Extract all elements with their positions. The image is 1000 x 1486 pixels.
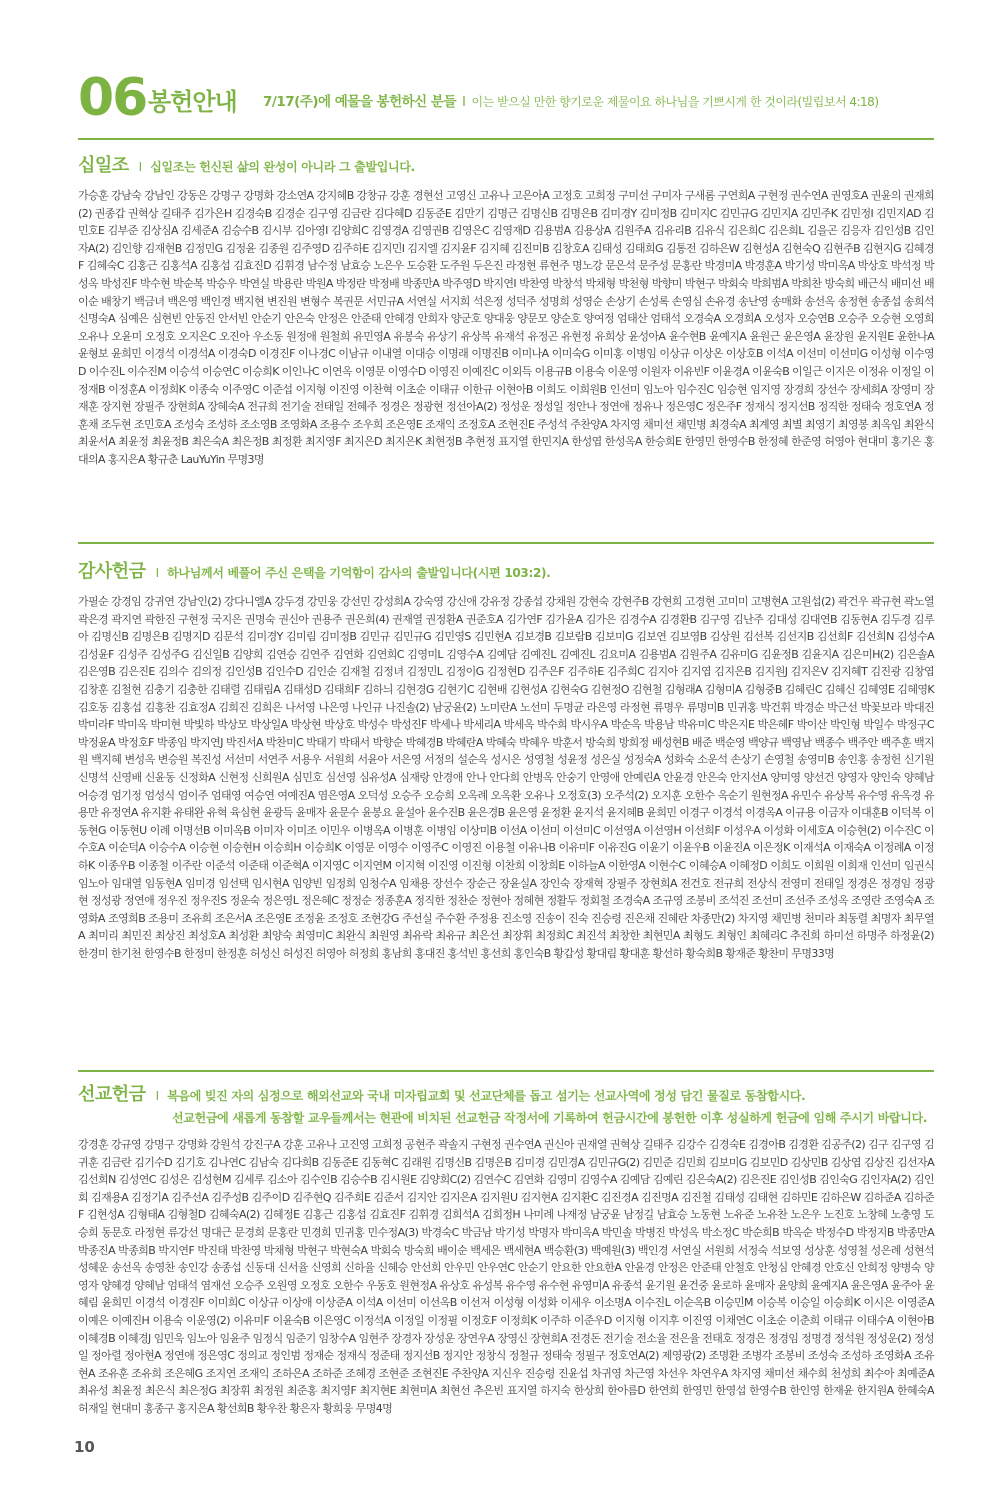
mission-description: 복음에 빚진 자의 심정으로 해외선교와 국내 미자립교회 및 선교단체를 돕고 섬기는 선교사역에 정성 담긴 물질로 동참합시다. xyxy=(167,1089,806,1103)
tithe-bar: I xyxy=(138,160,143,174)
tithe-heading xyxy=(78,154,934,179)
mission-heading xyxy=(78,1083,934,1108)
header-divider xyxy=(78,138,934,140)
subtitle-separator: I xyxy=(462,94,466,110)
page-subtitle xyxy=(263,90,879,110)
mission-description-2: 선교헌금에 새롭게 동참할 교우들께서는 현관에 비치된 선교헌금 작정서에 기록하여 헌금시간에 봉헌한 이후 성실하게 헌금에 임해 주시기 바랍니다. xyxy=(172,1111,928,1125)
mission-names: 강경훈 강규영 강명구 강명화 강원석 강진구A 강훈 고유나 고진영 고희정 공현주 곽솔지 구현정 권수연A 권신아 권재열 권혁상 길태주 김강수 김경숙E 김경아B 김경환 김공주(2) 김구 김구영 김귀훈 김금란 김기수D 김기호 김나연C 김남숙 김다희B 김동준E 김동혁C 김래원 김명신B 김명은B 김미경 김민경A 김민규G(2) 김민준 김민희 김보미G 김보민D 김상민B 김상엽 김상진 김선자A 김선희N 김성연C 김성은 김성현M 김세루 김소아 김수인B 김승수B 김시원E 김양희C(2) 김연수C 김연화 김영미 김영수A 김예담 김예린 김은숙A(2) 김은진E 김인성B 김인숙G 김인자A(2) 김인회 김재용A 김정기A 김주선A 김주성B 김주이D 김주현Q 김주희E 김준서 김지안 김지은A 김지원U 김지현A 김지환C 김진경A 김진명A 김진철 김태성 김태현 김하민E 김하은W 김하준A 김하준F 김현성A 김형태A 김형철D 김혜숙A(2) 김혜정E 김홍근 김홍섭 김효진F 김휘경 김희석A 김희정H 나미례 나재정 남궁윤 남정길 남효승 노동현 노유준 노유찬 노은우 노진호 노창혜 노충영 도승희 동문호 라정현 류강선 명대근 문경희 문홍란 민경희 민귀홍 민수정A(3) 박경숙C 박금남 박기성 박명자 박미옥A 박민솔 박병진 박성옥 박소정C 박순희B 박옥순 박정수D 박정지B 박종만A 박종진A 박종희B 박지연F 박진태 박찬영 박채형 박현구 박현숙A 박회숙 방숙희 배이순 백세은 백세현A 백승환(3) 백예원(3) 백인경 서연실 서원희 서정숙 석보영 성상훈 성영철 성은례 성현석 성혜운 송선옥 송영찬 송인강 송종섭 신동대 신서율 신영희 신하율 신혜승 안선희 안우민 안우연C 안순기 안요한 안요한A 안윤경 안정은 안준태 안철호 안청심 안혜경 안호신 안희정 양병숙 양영자 양혜경 양혜남 엄태석 염재선 오승주 오원영 오정호 오한수 우동호 원현정A 유상호 유성복 유수영 유수현 유영미A 유종석 윤기원 윤건중 윤로하 윤매자 윤양희 윤예지A 윤은영A 윤주아 윤혜림 윤희민 이경석 이경진F 이미희C 이상규 이상애 이상준A 이석A 이선미 이선옥B 이선저 이성형 이성화 이세우 이소명A 이수진L 이순옥B 이승민M 이승복 이승일 이승희K 이시은 이영준A 이예은 이예진H 이용숙 이운영(2) 이유미F 이윤숙B 이은영C 이정석A 이정일 이정필 이정호F 이정희K 이주하 이준우D 이지형 이지후 이진영 이채연C 이초순 이춘희 이태규 이태수A 이현아B 이혜경B 이혜경J 임민욱 임노아 임윤주 임정식 임준기 임창수A 임현주 장경자 장성운 장연우A 장영신 장현희A 전경돈 전기술 전소율 전은율 전태호 정경은 정경임 정명경 정석원 정성운(2) 정성일 정아렬 정아현A 정연애 정은영C 정의교 정인범 정재순 정재식 정준태 정지선B 정지안 정창식 정철규 정태숙 정필구 정호연A(2) 제영광(2) 조명환 조병각 조봉비 조성숙 조성하 조영화A 조유현A 조유훈 조유희 조은혜G 조지연 조재익 조하은A 조하준 조혜경 조현준 조현진E 주찬양A 지신우 진승령 진윤섭 차귀영 차근영 차선우 차연우A 차지영 채미선 채수희 천성희 최수아 최예준A 최유성 최윤정 최은식 최은정G 최장휘 최정원 최준홍 최지영F 최지현E 최현미A 최현선 추은빈 표지열 하지숙 한상희 한아름D 한연희 한영민 한영섭 한영수B 한인영 한재윤 한지원A 한혜숙A 허재일 현대미 홍종구 홍지은A 황선희B 황우찬 황은자 황희웅 무명4명 xyxy=(78,1138,934,1415)
thanks-title: 감사헌금 xyxy=(78,561,146,582)
thanks-section xyxy=(78,560,934,962)
subtitle-date-text: 7/17(주)에 예물을 봉헌하신 분들 xyxy=(263,94,457,110)
section-divider-1 xyxy=(78,542,934,544)
page-title: 봉헌안내 xyxy=(148,88,237,116)
thanks-heading xyxy=(78,560,934,585)
tithe-title: 십일조 xyxy=(78,155,129,176)
section-divider-2 xyxy=(78,1070,934,1072)
tithe-names: 가승훈 강남숙 강남인 강동은 강명구 강명화 강소연A 강지혜B 강창규 강훈 경현선 고영신 고유나 고은아A 고정호 고희정 구미선 구미자 구새롬 구연희A 구현정 권수연A 권영호A 권윤의 권재희(2) 권종갑 권혁상 길태주 김가은H 김경숙B 김경순 김구영 김금란 김다혜D 김동준E 김만기 김명근 김명신B 김명은B 김미경Y 김미정B 김미지C 김민규G 김민지A 김민주K 김민정I 김민지AD 김민호E 김부준 김상심A 김세준A 김승수B 김시부 김아영I 김양희C 김영경A 김영권B 김영은C 김영재D 김용범A 김용상A 김원주A 김유리B 김유식 김은희C 김은희L 김을곤 김응자 김인성B 김인자A(2) 김인향 김재현B 김정민G 김정윤 김종원 김주영D 김주하E 김지민I 김지엘 김지윤F 김지혜 김진미B 김창호A 김태성 김태희G 김통전 김하은W 김현성A 김현숙Q 김현주B 김현지G 김혜경F 김혜숙C 김홍근 김홍석A 김홍섭 김효진D 김휘경 남수정 남효승 노은우 도승환 도주원 두은진 라정현 류현주 명노강 문은석 문주성 문홍란 박경미A 박경훈A 박기성 박미옥A 박상호 박석정 박성옥 박성진F 박수현 박순복 박승우 박연실 박용란 박원A 박정란 박정배 박종만A 박주영D 박지연I 박찬영 박창석 박채형 박천형 박향미 박현구 박회숙 박희범A 박희찬 방숙희 배근식 배미선 배이순 배창기 백금녀 백은영 백인경 백지현 변진원 변형수 복권문 서민규A 서연실 서지희 석은정 성덕주 성명희 성영순 손상기 손성록 손영심 손유경 송난영 송매화 송선옥 송정현 송종섭 송희석 신명숙A 심예은 심현빈 안동진 안서빈 안순기 안은숙 안정은 안준태 안혜경 안희자 양군호 양대웅 양문모 양순호 양여정 엄태산 엄태석 오경숙A 오경희A 오성자 오승연B 오승주 오승현 오영희 오유나 오윤미 오정호 오지은C 오진아 우소동 원정애 원철희 유민영A 유봉숙 유상기 유상복 유재석 유정곤 유현정 유희상 윤성아A 윤수현B 윤예지A 윤원근 윤은영A 윤장원 윤지원E 윤한나A 윤형보 윤희민 이경석 이경석A 이경숙D 이경진F 이나경C 이남규 이내열 이대승 이명래 이명진B 이미나A 이미숙G 이미홍 이병임 이상규 이상온 이상호B 이석A 이선미 이선미G 이성형 이수영D 이수진L 이수진M 이승석 이승연C 이승희K 이인나C 이연옥 이영문 이영수D 이영진 이예진C 이외득 이용규B 이용숙 이운영 이원자 이유빈F 이윤경A 이윤숙B 이일근 이지은 이정유 이정일 이정재B 이정훈A 이정희K 이종숙 이주영C 이준섭 이지형 이진영 이찬혁 이초순 이태규 이한규 이현아B 이희도 이희원B 인선미 임노아 임수진C 임승현 임지영 장경희 장선수 장세희A 장영미 장재훈 장지현 장필주 장현희A 장혜숙A 전규희 전기술 전태일 전혜주 정경은 정광현 정선아A(2) 정성운 정성일 정안나 정연애 정유나 정은영C 정은주F 정재식 정지선B 정직한 정태숙 정호연A 정훈채 조두현 조민호A 조성숙 조성하 조소영B 조영화A 조용수 조우희 조은영E 조재익 조정호A 조현진E 주성석 주찬양A 차지영 채미선 채민병 최경숙A 최계영 최별 최영기 최영봉 최옥임 최완식 최윤서A 최윤정 최윤정B 최은숙A 최은정B 최정환 최지영F 최지은D 최지은K 최현정B 추현정 표지열 한민지A 한성엽 한성옥A 한승희E 한영민 한영수B 한정혜 한준영 허영아 현대미 홍기은 홍대의A 홍지은A 황규춘 LauYuYin 무명3명 xyxy=(78,189,934,466)
section-number: 06 xyxy=(78,68,147,128)
mission-title: 선교헌금 xyxy=(78,1084,146,1105)
mission-bar: I xyxy=(155,1089,160,1103)
thanks-description: 하나님께서 베풀어 주신 은택을 기억함이 감사의 출발입니다(시편 103:2). xyxy=(167,566,551,580)
page-header xyxy=(78,68,938,128)
tithe-description: 십일조는 헌신된 삶의 완성이 아니라 그 출발입니다. xyxy=(150,160,415,174)
tithe-section xyxy=(78,154,934,469)
thanks-bar: I xyxy=(155,566,160,580)
page-number: 10 xyxy=(74,1438,95,1456)
verse-text: 이는 받으실 만한 향기로운 제물이요 하나님을 기쁘시게 한 것이라(빌립보서 4:18) xyxy=(471,95,879,109)
mission-section xyxy=(78,1083,934,1418)
thanks-names: 가필순 강경임 강귀연 강남인(2) 강다니엘A 강두경 강민웅 강선민 강성희A 강숙영 강신애 강유정 강종섭 강채원 강현숙 강현주B 강현희 고경현 고미미 고병현A 고원섭(2) 곽건우 곽규현 곽노열 곽은경 곽지연 곽한진 구현정 국지은 권명숙 권신아 권용주 권은희(4) 권재열 권정환A 권준호A 김가연F 김가윤A 김가은 김경수A 김경환B 김구영 김난주 김대성 김대연B 김동현A 김두경 김루아 김명신B 김명은B 김명지D 김문석 김미경Y 김미림 김미정B 김민규 김민규G 김민영S 김민현A 김보경B 김보람B 김보미G 김보연 김보영B 김상원 김선복 김선지B 김선희F 김선희N 김성수A 김성윤F 김성주 김성주G 김신일B 김양희 김연승 김연주 김연화 김연희C 김영미L 김영수A 김예담 김예진L 김예진L 김요미A 김용범A 김원주A 김유미G 김윤정B 김윤지A 김은미H(2) 김은솔A 김은영B 김은진E 김의수 김의정 김인성B 김인수D 김인순 김재철 김정녀 김정민L 김정이G 김정현D 김주은F 김주하E 김주희C 김지아 김지엽 김지은B 김지원J 김지은V 김지혜T 김진광 김창엽 김창훈 김철현 김충기 김충한 김태렬 김태림A 김태성D 김태희F 김하늬 김현경G 김현기C 김현배 김현성A 김현숙G 김현정O 김현철 김형래A 김형미A 김형중B 김혜린C 김혜신 김혜영E 김혜영K 김호동 김홍섭 김홍찬 김효정A 김희진 김희은 나서영 나은영 나인규 나진솔(2) 남궁윤(2) 노미란A 노선미 두명균 라은영 라정현 류명우 류명미B 민귀홍 박건휘 박경순 박근선 박꽃보라 박대진 박미라F 박미옥 박미현 박빛하 박상모 박상일A 박상현 박상호 박성수 박성진F 박세나 박세리A 박세옥 박수희 박시우A 박순옥 박용남 박유미C 박은지E 박은혜F 박이산 박인형 박일수 박정구C 박정윤A 박정호F 박종임 박지연J 박진서A 박찬미C 박태기 박태서 박향순 박혜경B 박혜란A 박혜숙 박혜우 박훈서 방숙희 방희정 배성현B 배준 백순영 백양규 백영남 백종수 백주안 백주훈 백지원 백지혜 변성옥 변승원 복진성 서선미 서연주 서용우 서원희 서윤아 서은영 서정의 설순옥 성시은 성영철 성윤정 성은실 성정숙A 성화숙 소운석 손상기 손영철 송영미B 송인홍 송정헌 신기원 신명석 신영배 신윤동 신정화A 신현정 신희원A 심민호 심선영 심유성A 심재랑 안경애 안나 안다희 안병옥 안숭기 안영애 안예린A 안윤경 안은숙 안지선A 양미영 양선건 양영자 양인숙 양혜남 어승경 엄기정 엄성식 엄이주 엄태영 여승연 여예진A 염은영A 오덕성 오승주 오승희 오옥례 오옥환 오유나 오정호(3) 오주석(2) 오지훈 오한수 옥순기 원현정A 유민수 유상복 유수영 유옥경 유용만 유정연A 유지환 유태완 유혁 육심현 윤광득 윤매자 윤문수 윤봉요 윤설아 윤수진B 윤은경B 윤은영 윤정환 윤지석 윤지혜B 윤희민 이경구 이경석 이경옥A 이규용 이금자 이대훈B 이덕복 이동현G 이동현U 이례 이명선B 이미옥B 이미자 이미조 이민우 이병옥A 이병훈 이병임 이상미B 이선A 이선미 이선미C 이선영A 이선영H 이선희F 이성우A 이성화 이세호A 이승현(2) 이수진C 이수호A 이순덕A 이승수A 이승현 이승현H 이승희H 이승희K 이영문 이영수 이영주C 이영진 이용철 이유나B 이유미F 이유진G 이윤기 이윤우B 이윤진A 이은정K 이재석A 이재숙A 이정례A 이정하K 이종우B 이종철 이주란 이준석 이준태 이준혁A 이지영C 이지연M 이지혁 이진영 이진형 이찬희 이창희E 이하늘A 이한영A 이현수C 이혜승A 이혜정D 이희도 이희원 이희재 인선미 임권식 임노아 임대열 임동현A 임미경 임선택 임시현A 임양빈 임정희 임청수A 임채용 장선수 장순근 장윤실A 장인숙 장재혁 장필주 장현희A 전건호 전규희 전상식 전영미 전태일 정경은 정경임 정광현 정성광 정연애 정우진 정우진S 정운숙 정은영L 정은혜C 정정순 정종훈A 정직한 정찬순 정현아 정혜현 정활두 정회철 조경숙A 조규영 조봉비 조석진 조선미 조선주 조성옥 조영란 조영숙A 조영화A 조영희B 조용미 조유희 조은서A 조은영E 조정윤 조정호 조현강G 주선실 주수환 주정용 진소영 진송이 진숙 진승령 진은채 진혜란 차종만(2) 차지영 채민병 천미라 최동렬 최명자 최무열A 최미리 최민진 최상진 최성호A 최성환 최양숙 최영미C 최완식 최원영 최유락 최유규 최은선 최장휘 최정희C 최진석 최창한 최현민A 최형도 최형인 최혜리C 추진희 하미선 하명주 하정윤(2) 한경미 한기천 한영수B 한정미 한정훈 허성신 허성진 허영아 허정희 홍남희 홍대진 홍석빈 홍선희 홍인숙B 황갑성 황대림 황대훈 황선하 황숙희B 황재준 황찬미 무명33명 xyxy=(78,595,934,960)
